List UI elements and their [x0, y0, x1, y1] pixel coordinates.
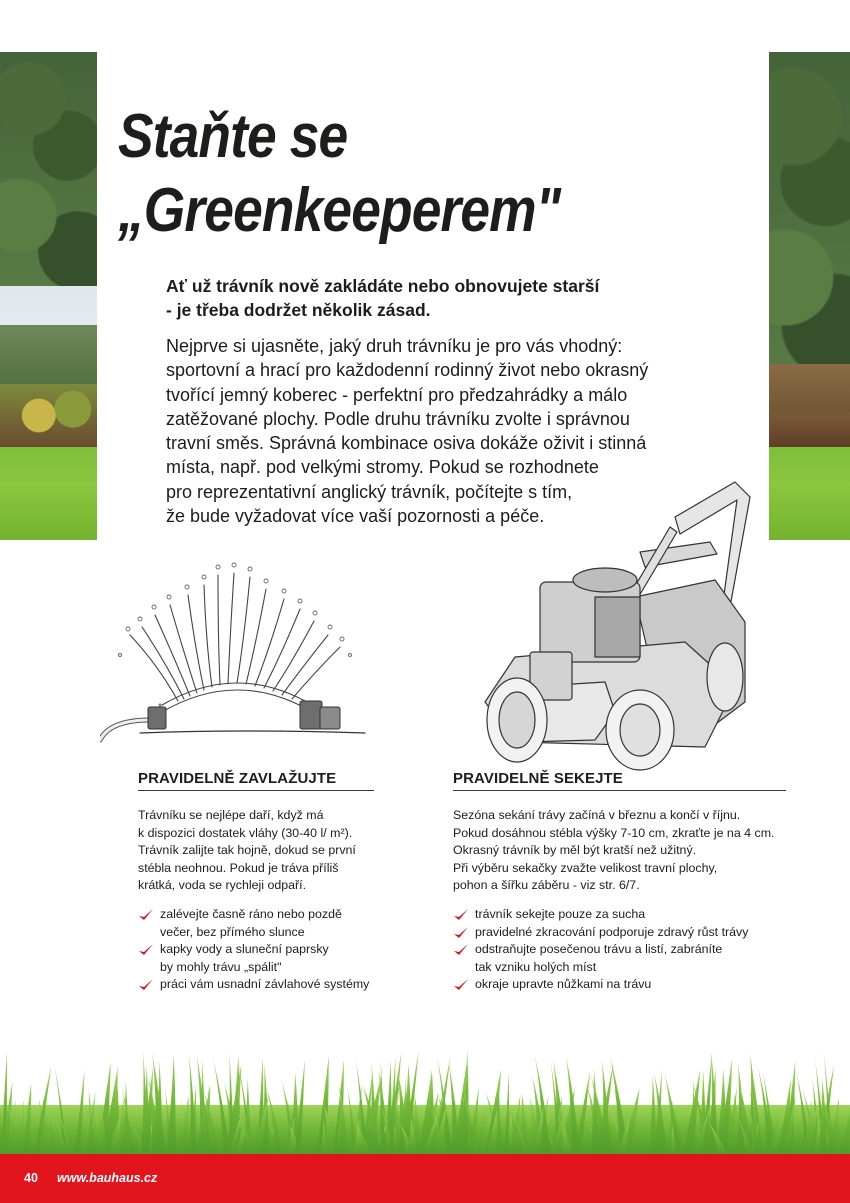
checklist-text: večer, bez přímého slunce: [160, 924, 305, 939]
checkmark-icon: [138, 978, 154, 992]
checkmark-icon: [453, 926, 469, 940]
section-heading: PRAVIDELNĚ ZAVLAŽUJTE: [138, 770, 374, 791]
intro-line: Nejprve si ujasněte, jaký druh trávníku je pro vás vhodný:: [166, 336, 623, 356]
checklist-text: tak vzniku holých míst: [475, 959, 597, 974]
section-body: [453, 807, 786, 895]
checklist-item: [453, 906, 786, 924]
checklist-text: práci vám usnadní závlahové systémy: [160, 977, 370, 992]
intro-line: zatěžované plochy. Podle druhu trávníku zvolte i správnou: [166, 408, 630, 429]
checklist-text: okraje upravte nůžkami na trávu: [475, 977, 652, 992]
lead-paragraph: [166, 274, 686, 322]
checklist: [453, 906, 786, 994]
checklist-item: [138, 906, 374, 941]
section-watering: [138, 770, 374, 994]
checklist-text: pravidelné zkracování podporuje zdravý růst trávy: [475, 924, 749, 939]
checklist-item: [453, 976, 786, 994]
checklist-text: odstraňujte posečenou trávu a listí, zabráníte: [475, 942, 723, 957]
checkmark-icon: [453, 908, 469, 922]
page-title: [118, 100, 600, 248]
body-line: pohon a šířku záběru - viz str. 6/7.: [453, 878, 640, 893]
body-line: k dispozici dostatek vláhy (30-40 l/ m²).: [138, 825, 353, 840]
grass-blade: [167, 1055, 176, 1155]
title-line-2: „Greenkeeperem": [118, 176, 561, 245]
garden-photo-left: [0, 52, 97, 540]
checkmark-icon: [138, 943, 154, 957]
section-heading: PRAVIDELNĚ SEKEJTE: [453, 770, 786, 791]
body-line: Pokud dosáhnou stébla výšky 7-10 cm, zkraťte je na 4 cm.: [453, 825, 775, 840]
body-line: Při výběru sekačky zvažte velikost travní plochy,: [453, 860, 718, 875]
intro-line: travní směs. Správná kombinace osiva dokáže oživit i stinná: [166, 433, 647, 454]
grass-border-image: [0, 1035, 850, 1155]
intro-line: sportovní a hrací pro každodenní rodinný život nebo okrasný: [166, 360, 649, 381]
checklist-item: [453, 941, 786, 976]
lead-line: - je třeba dodržet několik zásad.: [166, 300, 431, 320]
intro-line: místa, např. pod velkými stromy. Pokud se rozhodnete: [166, 457, 599, 478]
intro-line: tvořící jemný koberec - perfektní pro předzahrádky a málo: [166, 384, 628, 405]
checkmark-icon: [453, 943, 469, 957]
intro-line: že bude vyžadovat více vaší pozornosti a péče.: [166, 506, 545, 527]
checklist-item: [453, 924, 786, 942]
checklist-item: [138, 976, 374, 994]
page-number: 40: [24, 1171, 38, 1185]
checkmark-icon: [138, 908, 154, 922]
body-line: krátká, voda se rychleji odpaří.: [138, 878, 307, 893]
checklist-item: [138, 941, 374, 976]
body-line: Trávník zalijte tak hojně, dokud se první: [138, 843, 356, 858]
checkmark-icon: [453, 978, 469, 992]
body-line: stébla neohnou. Pokud je tráva příliš: [138, 860, 339, 875]
title-line-1: Staňte se: [118, 102, 348, 171]
garden-photo-right: [769, 52, 850, 540]
lead-line: Ať už trávník nově zakládáte nebo obnovujete starší: [166, 276, 600, 296]
section-mowing: [453, 770, 786, 994]
checklist-text: zalévejte časně ráno nebo pozdě: [160, 906, 342, 921]
checklist-text: by mohly trávu „spálit": [160, 959, 282, 974]
checklist: [138, 906, 374, 994]
lawn-mower-illustration: [455, 472, 755, 772]
sprinkler-illustration: [100, 555, 375, 750]
section-body: [138, 807, 374, 895]
website-link[interactable]: www.bauhaus.cz: [57, 1171, 158, 1185]
body-line: Sezóna sekání trávy začíná v březnu a končí v říjnu.: [453, 808, 741, 822]
checklist-text: trávník sekejte pouze za sucha: [475, 906, 646, 921]
checklist-text: kapky vody a sluneční paprsky: [160, 942, 329, 957]
intro-line: pro reprezentativní anglický trávník, počítejte s tím,: [166, 481, 573, 502]
body-line: Okrasný trávník by měl být kratší než užitný.: [453, 843, 697, 858]
body-line: Trávníku se nejlépe daří, když má: [138, 808, 324, 822]
footer-bar: [0, 1154, 850, 1203]
